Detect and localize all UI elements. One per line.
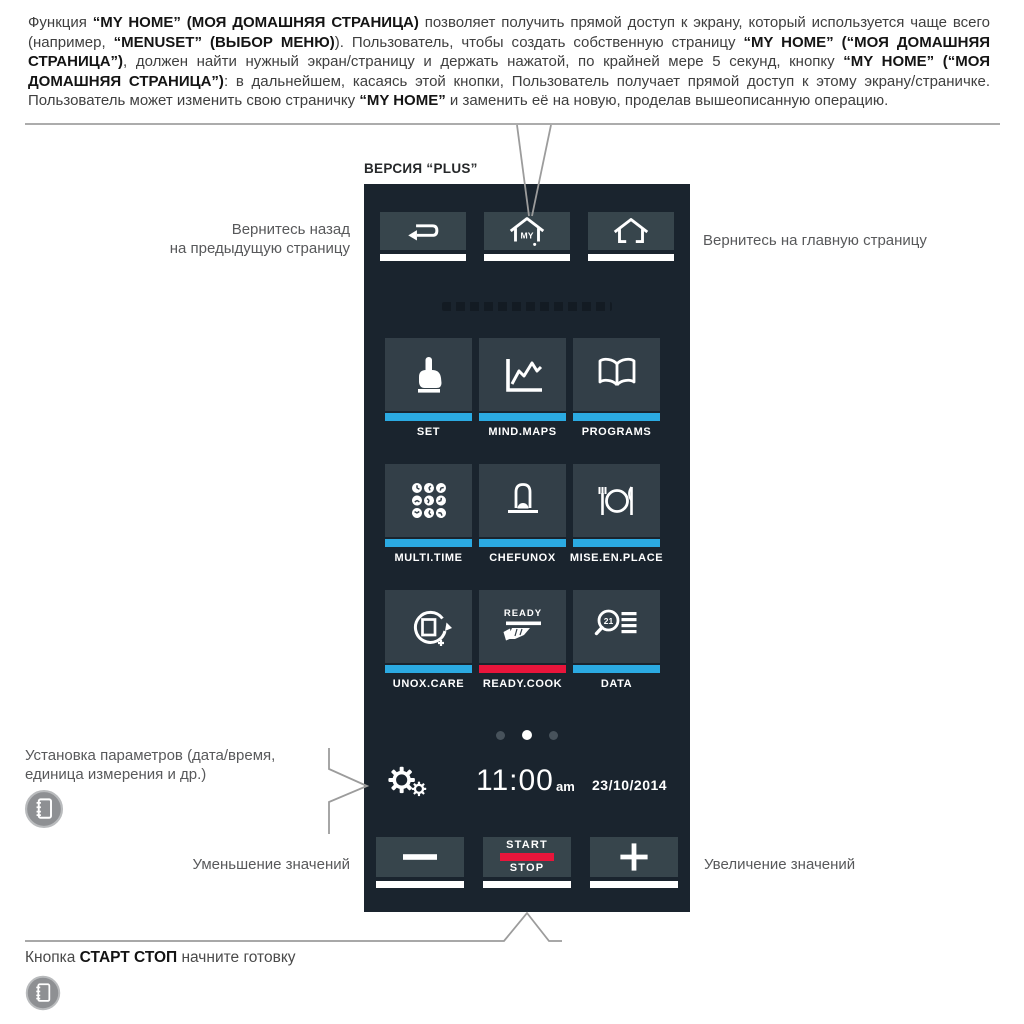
data-icon-digits: 21 [603,615,613,626]
minus-icon [400,842,440,872]
clock-date: 23/10/2014 [592,777,668,793]
tile-ready-cook-bar [479,665,566,673]
tile-set-face[interactable] [385,338,472,411]
decrease-button[interactable] [376,837,464,888]
intro-paragraph: Функция “MY HOME” (МОЯ ДОМАШНЯЯ СТРАНИЦА) позволяет получить прямой доступ к экрану, который используется чаще всего (например, “MENUSET” (ВЫБОР МЕНЮ)). Пользователь, чтобы создать собственную страницу “MY HOME” (“МОЯ ДОМАШНЯЯ СТРАНИЦА”), должен найти нужный экран/страницу и держать нажатой, по крайней мере 5 секунд, кнопку “MY HOME” (“МОЯ ДОМАШНЯЯ СТРАНИЦА”): в дальнейшем, касаясь этой кнопки, Пользователь получает прямой доступ к этому экрану/страничке. Пользователь может изменить свою страничку “MY HOME” и заменить её на новую, проделав вышеописанную операцию. [28,14,991,109]
home-button-underline [588,254,674,261]
back-annotation [60,220,350,258]
tile-mind-maps-bar [479,413,566,421]
clock-time: 11:00 [476,764,554,797]
open-book-icon [593,353,641,397]
home-annotation: Вернитесь на главную страницу [703,232,927,249]
tile-set-bar [385,413,472,421]
version-label: ВЕРСИЯ “PLUS” [364,161,478,176]
back-icon [401,218,445,244]
increase-button[interactable] [590,837,678,888]
start-label: START [506,839,548,851]
multi-clock-grid-icon [405,479,453,523]
my-home-button-underline [484,254,570,261]
tile-programs-label: PROGRAMS [581,426,652,438]
page-dot-2-active[interactable] [522,730,532,740]
start-stop-callout [25,913,562,941]
line-chart-icon [499,353,547,397]
clock-meridiem: am [556,779,575,794]
tile-ready-cook-label: READY.COOK [482,678,563,690]
hand-tray-icon [499,605,547,649]
tile-programs-face[interactable] [573,338,660,411]
tile-mind-maps[interactable] [479,338,566,439]
tile-data-bar [573,665,660,673]
ready-icon-text: READY [503,607,542,619]
page-dots [364,730,690,740]
start-stop-button-underline [483,881,571,888]
start-stop-button-face[interactable] [483,837,571,877]
increase-button-face[interactable] [590,837,678,877]
tile-data-face[interactable] [573,590,660,663]
decrease-annotation: Уменьшение значений [192,856,350,873]
tile-data[interactable] [573,590,660,691]
tile-set-label: SET [416,426,441,438]
settings-annotation-line1: Установка параметров (дата/время, [25,747,276,764]
tile-mise-en-place[interactable] [569,464,664,565]
start-stop-annotation: Кнопка СТАРТ СТОП начните готовку [25,949,296,966]
settings-annotation [25,746,275,784]
tile-set[interactable] [385,338,472,439]
stop-label: STOP [509,862,545,874]
tile-mise-en-place-label: MISE.EN.PLACE [569,552,664,564]
increase-button-underline [590,881,678,888]
magnifier-list-icon [593,605,641,649]
tile-unox-care-bar [385,665,472,673]
spiral-notebook-icon [23,788,65,830]
my-home-icon [504,214,550,248]
tile-unox-care-label: UNOX.CARE [392,678,465,690]
plus-icon [614,840,654,874]
tile-programs[interactable] [573,338,660,439]
page-dot-3[interactable] [549,731,558,740]
back-annotation-line1: Вернитесь назад [231,221,350,238]
tile-chefunox-bar [479,539,566,547]
refresh-square-icon [405,605,453,649]
home-button-face[interactable] [588,212,674,250]
spiral-notebook-icon [24,974,62,1012]
back-annotation-line2: на предыдущую страницу [169,240,350,257]
tile-multi-time-face[interactable] [385,464,472,537]
home-button[interactable] [588,212,674,261]
ghost-text [442,302,612,311]
start-stop-red-bar [500,853,554,861]
back-button-underline [380,254,466,261]
page-dot-1[interactable] [496,731,505,740]
tile-mind-maps-label: MIND.MAPS [488,426,557,438]
tile-multi-time-label: MULTI.TIME [394,552,463,564]
my-home-button-face[interactable] [484,212,570,250]
tile-ready-cook[interactable] [479,590,566,691]
gears-icon[interactable] [388,765,430,797]
settings-annotation-line2: единица измерения и др.) [25,766,207,783]
tile-mise-en-place-bar [573,539,660,547]
increase-annotation: Увеличение значений [704,856,856,873]
tile-mise-en-place-face[interactable] [573,464,660,537]
decrease-button-face[interactable] [376,837,464,877]
tile-chefunox-label: CHEFUNOX [489,552,556,564]
tile-ready-cook-face[interactable] [479,590,566,663]
tile-programs-bar [573,413,660,421]
my-home-icon-text: MY [520,230,534,241]
home-icon [608,214,654,248]
back-button-face[interactable] [380,212,466,250]
decrease-button-underline [376,881,464,888]
tile-unox-care[interactable] [385,590,472,691]
my-home-button[interactable] [484,212,570,261]
plate-cutlery-icon [593,479,641,523]
tile-unox-care-face[interactable] [385,590,472,663]
chef-icon [499,479,547,523]
settings-callout [329,748,367,834]
back-button[interactable] [380,212,466,261]
tile-multi-time-bar [385,539,472,547]
tile-data-label: DATA [600,678,633,690]
tile-chefunox[interactable] [479,464,566,565]
oven-touch-panel [364,184,690,912]
tile-multi-time[interactable] [385,464,472,565]
pointing-hand-icon [405,353,453,397]
tile-chefunox-face[interactable] [479,464,566,537]
tile-mind-maps-face[interactable] [479,338,566,411]
start-stop-button[interactable] [483,837,571,888]
